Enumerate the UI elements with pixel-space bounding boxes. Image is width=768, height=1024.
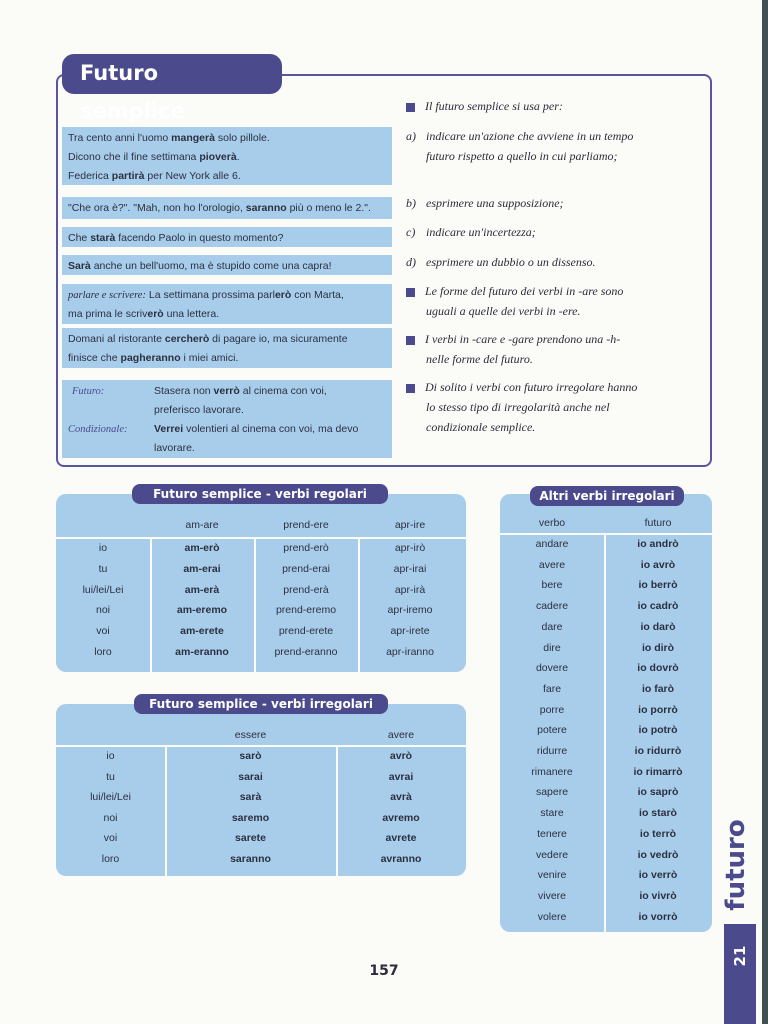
column-header: am-are [185,519,219,531]
table-cell: prend-erai [282,562,330,575]
table-cell: io starò [639,807,677,820]
table-cell: rimanere [531,765,573,778]
table-cell: io ridurrò [634,745,682,757]
table-cell: io [106,750,115,762]
table-cell: io saprò [637,786,679,799]
table-cell: apr-irà [394,583,426,596]
page-edge [762,0,768,1024]
example-line: Condizionale: Verrei volentieri al cinema con voi, ma devo [68,423,359,435]
table-cell: porre [539,703,565,716]
rule-note: Di solito i verbi con futuro irregolare hanno lo stesso tipo di irregolarità anche nel condizionale semplice. [406,377,696,437]
table-cell: avrete [385,832,417,845]
table-cell: loro [94,646,112,658]
example-block [62,227,392,247]
table-cell: avremo [382,811,420,824]
table-cell: io avrò [640,558,676,571]
table-cell: tu [98,562,108,575]
table-cell: stare [540,807,564,820]
example-block [62,127,392,185]
divider [56,537,466,539]
page-number: 157 [369,963,399,979]
rule-item: b) esprimere una supposizione; [406,196,564,210]
divider [500,533,712,535]
example-line: preferisco lavorare. [154,404,244,416]
example-line: Domani al ristorante cercherò di pagare io, ma sicuramente [68,333,348,345]
table-cell: apr-irai [393,562,427,575]
rule-note: I verbi in -care e -gare prendono una -h- nelle forme del futuro. [406,329,696,369]
example-line: Dicono che il fine settimana pioverà. [68,151,240,163]
table-cell: tu [106,770,115,783]
example-line: Futuro: Stasera non verrò al cinema con voi, [72,385,327,397]
chapter-label: futuro [721,819,751,911]
regular-table-title: Futuro semplice - verbi regolari [132,484,388,504]
table-cell: io vedrò [637,848,679,861]
irregular-table-title: Futuro semplice - verbi irregolari [134,694,388,714]
table-cell: io verrò [638,869,678,882]
table-cell: andare [535,538,569,550]
table-cell: prend-eremo [275,604,337,617]
table-cell: volere [537,910,567,923]
table-cell: saranno [230,853,271,865]
table-cell: apr-iremo [387,604,433,617]
section-title: Futuro semplice [62,54,282,94]
rule-note: Le forme del futuro dei verbi in -are sono uguali a quelle dei verbi in -ere. [406,281,696,321]
example-line: "Che ora è?". "Mah, non ho l'orologio, saranno più o meno le 2.". [68,202,371,214]
table-cell: io berrò [638,579,678,592]
table-cell: voi [103,832,118,845]
table-cell: vivere [537,889,566,902]
rule-item: c) indicare un'incertezza; [406,225,536,239]
table-cell: avrà [390,791,412,804]
column-header: avere [387,729,415,741]
table-cell: avrai [388,770,414,783]
table-cell: sarai [238,770,263,783]
table-cell: tenere [537,827,567,840]
example-line: Tra cento anni l'uomo mangerà solo pillole. [68,132,270,144]
chapter-number-tab: 21 [724,924,756,1024]
table-cell: dire [543,641,561,654]
table-cell: lui/lei/Lei [82,583,124,596]
table-cell: avere [538,558,566,571]
table-cell: apr-iranno [386,646,434,658]
table-cell: io rimarrò [633,765,683,778]
table-cell: ridurre [536,745,568,757]
example-line: Federica partirà per New York alle 6. [68,170,241,182]
table-cell: sarò [239,750,262,762]
table-cell: sarete [235,832,266,845]
column-header: apr-ire [394,519,426,531]
example-line: lavorare. [154,442,195,454]
other-table-title: Altri verbi irregolari [530,486,684,506]
example-block [62,284,392,324]
table-cell: avrò [389,750,413,762]
bullet-square-icon [406,288,415,297]
table-cell: am-erò [184,542,220,554]
table-cell: io darò [640,620,676,633]
table-cell: am-erai [183,562,221,575]
column-header: essere [234,729,267,741]
table-cell: io [98,542,108,554]
table-cell: lui/lei/Lei [90,791,131,804]
table-cell: venire [537,869,567,882]
bullet-square-icon [406,336,415,345]
table-cell: io vorrò [638,910,678,923]
table-cell: bere [541,579,563,592]
table-cell: apr-irete [390,625,430,638]
table-cell: io dirò [641,641,675,654]
table-cell: vedere [535,848,569,861]
column-header: verbo [538,517,566,529]
table-cell: loro [101,853,120,865]
table-cell: apr-irò [394,542,426,554]
table-cell: am-erete [180,625,224,638]
table-cell: avranno [380,853,422,865]
table-cell: io terrò [639,827,677,840]
example-block [62,255,392,275]
table-cell: prend-erete [278,625,334,638]
bullet-square-icon [406,103,415,112]
table-cell: am-eranno [175,646,229,658]
example-line: parlare e scrivere: La settimana prossima parlerò con Marta, [68,289,344,301]
table-cell: cadere [535,600,569,613]
table-cell: fare [542,682,562,695]
rule-intro: Il futuro semplice si usa per: [406,96,696,116]
rule-item: d) esprimere un dubbio o un dissenso. [406,255,596,269]
column-header: futuro [644,517,672,529]
table-cell: io andrò [637,538,679,550]
table-cell: saremo [231,811,270,824]
table-cell: io vivrò [639,889,677,902]
example-line: finisce che pagheranno i miei amici. [68,352,239,364]
table-cell: am-erà [184,583,220,596]
table-cell: io potrò [638,724,678,737]
rule-item: a) indicare un'azione che avviene in un tempo futuro rispetto a quello in cui parliamo; [406,129,634,163]
table-cell: io farò [641,682,675,695]
table-cell: dare [541,620,563,633]
table-cell: potere [537,724,567,737]
example-block [62,197,392,219]
table-cell: io porrò [638,703,678,716]
table-cell: sapere [535,786,569,799]
table-cell: dovere [535,662,569,675]
example-block [62,380,392,458]
divider [56,745,466,747]
table-cell: am-eremo [176,604,228,617]
column-header: prend-ere [283,519,329,531]
bullet-square-icon [406,384,415,393]
table-cell: prend-erà [283,583,329,596]
table-cell: noi [95,604,110,617]
table-cell: voi [96,625,110,638]
example-line: Che starà facendo Paolo in questo momento? [68,232,284,244]
table-cell: io dovrò [637,662,679,675]
table-cell: io cadrò [637,600,679,613]
example-block [62,328,392,368]
table-cell: prend-eranno [274,646,338,658]
table-cell: noi [103,811,118,824]
example-line: Sarà anche un bell'uomo, ma è stupido come una capra! [68,260,332,272]
example-line: ma prima le scriverò una lettera. [68,308,220,320]
table-cell: sarà [239,791,262,804]
table-cell: prend-erò [283,542,329,554]
